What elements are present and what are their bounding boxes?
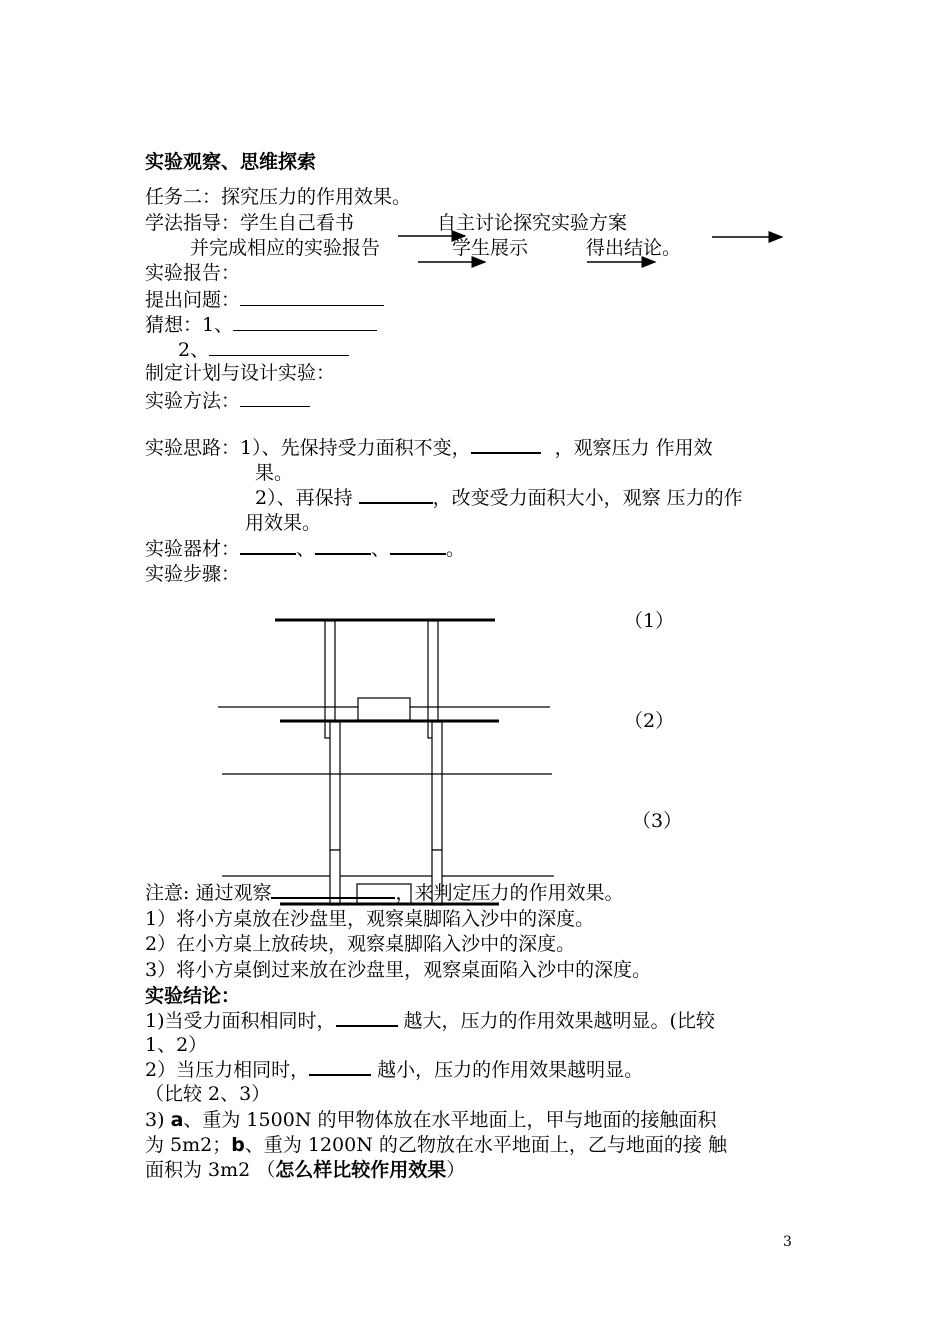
steps-label: 实验步骤： xyxy=(145,563,241,585)
question-label: 提出问题： xyxy=(145,289,241,311)
conclusion-1a: 1)当受力面积相同时， xyxy=(145,1010,336,1032)
method-row xyxy=(145,388,310,412)
conclusion-3-1c: 、重为 1500N 的甲物体放在水平地面上，甲与地面的接触面积 xyxy=(183,1109,717,1131)
guide-prefix: 学法指导：学生自己看书 xyxy=(145,212,355,234)
guide-step-1: 自主讨论探究实验方案 xyxy=(437,212,628,234)
guess-blank-2[interactable] xyxy=(209,337,349,356)
plan-label: 制定计划与设计实验： xyxy=(145,362,336,384)
guess-blank-1[interactable] xyxy=(233,312,377,331)
conclusion-1b: 越大，压力的作用效果越明显。(比较 xyxy=(403,1010,715,1032)
figure-label-2: （2） xyxy=(624,710,675,732)
equipment-sep-1: 、 xyxy=(296,538,316,560)
idea-blank-2[interactable] xyxy=(359,502,433,504)
guide-step-2: 并完成相应的实验报告 xyxy=(190,237,381,259)
equipment-sep-2: 、 xyxy=(371,538,391,560)
conclusion-3-line-1 xyxy=(145,1109,716,1131)
question-row xyxy=(145,287,384,311)
conclusion-label: 实验结论： xyxy=(145,985,241,1007)
equipment-blank-2[interactable] xyxy=(315,553,371,555)
method-blank[interactable] xyxy=(240,388,310,407)
report-label: 实验报告： xyxy=(145,262,241,284)
conclusion-2 xyxy=(145,1059,643,1081)
conclusion-blank-2[interactable] xyxy=(309,1074,371,1076)
note-text-a: 注意: 通过观察 xyxy=(145,882,272,904)
task-title: 任务二：探究压力的作用效果。 xyxy=(145,186,412,208)
question-blank[interactable] xyxy=(240,287,384,306)
method-label: 实验方法： xyxy=(145,390,241,412)
conclusion-2c: （比较 2、3） xyxy=(145,1083,271,1105)
conclusion-2b: 越小，压力的作用效果越明显。 xyxy=(377,1059,644,1081)
guide-step-4: 得出结论。 xyxy=(586,237,682,259)
conclusion-3-3b: 怎么样比较作用效果 xyxy=(275,1159,447,1181)
idea-text-2c: 用效果。 xyxy=(245,512,322,534)
idea-line-1 xyxy=(145,437,713,459)
guess-row-1 xyxy=(145,312,377,336)
conclusion-3-line-2 xyxy=(145,1134,727,1156)
figure-label-3: （3） xyxy=(632,810,683,832)
conclusion-3-1b: a xyxy=(170,1109,184,1131)
conclusion-3-1a: 3) xyxy=(145,1109,165,1131)
step-item-1: 1）将小方桌放在沙盘里，观察桌脚陷入沙中的深度。 xyxy=(145,908,595,930)
conclusion-blank-1[interactable] xyxy=(336,1025,398,1027)
figure-label-1: （1） xyxy=(624,610,675,632)
conclusion-3-2b: b xyxy=(231,1134,245,1156)
idea-text-1b: ，观察压力 作用效 xyxy=(554,437,713,459)
idea-text-1a: 实验思路：1）、先保持受力面积不变， xyxy=(145,437,471,459)
conclusion-3-2a: 为 5m2； xyxy=(145,1134,232,1156)
conclusion-2a: 2）当压力相同时， xyxy=(145,1059,310,1081)
section-title: 实验观察、思维探索 xyxy=(145,151,317,173)
conclusion-3-3a: 面积为 3m2 （ xyxy=(145,1159,276,1181)
idea-line-2 xyxy=(255,487,743,509)
equipment-end: 。 xyxy=(446,538,466,560)
guess2-label: 2、 xyxy=(178,339,210,361)
note-blank[interactable] xyxy=(271,897,395,899)
idea-text-2b: ，改变受力面积大小，观察 压力的作 xyxy=(432,487,743,509)
conclusion-1 xyxy=(145,1010,715,1032)
equipment-blank-1[interactable] xyxy=(240,553,296,555)
equipment-blank-3[interactable] xyxy=(390,553,446,555)
conclusion-3-2c: 、重为 1200N 的乙物放在水平地面上，乙与地面的接 触 xyxy=(244,1134,727,1156)
conclusion-1c: 1、2） xyxy=(145,1034,208,1056)
guess-label: 猜想：1、 xyxy=(145,314,234,336)
idea-text-2a: 2）、再保持 xyxy=(255,487,353,509)
equipment-row xyxy=(145,538,465,560)
figure-2-table xyxy=(222,721,552,850)
idea-blank-1[interactable] xyxy=(471,452,541,454)
page-number: 3 xyxy=(783,1234,792,1250)
step-item-2: 2）在小方桌上放砖块，观察桌脚陷入沙中的深度。 xyxy=(145,933,576,955)
equipment-label: 实验器材： xyxy=(145,538,241,560)
guide-step-3: 学生展示 xyxy=(452,237,529,259)
conclusion-3-line-3 xyxy=(145,1159,465,1181)
guess-row-2 xyxy=(178,337,349,361)
conclusion-3-3c: ） xyxy=(446,1159,466,1181)
idea-text-1c: 果。 xyxy=(255,462,294,484)
note-text-b: ，来判定压力的作用效果。 xyxy=(395,882,624,904)
step-item-3: 3）将小方桌倒过来放在沙盘里，观察桌面陷入沙中的深度。 xyxy=(145,959,652,981)
note-row xyxy=(145,882,623,904)
